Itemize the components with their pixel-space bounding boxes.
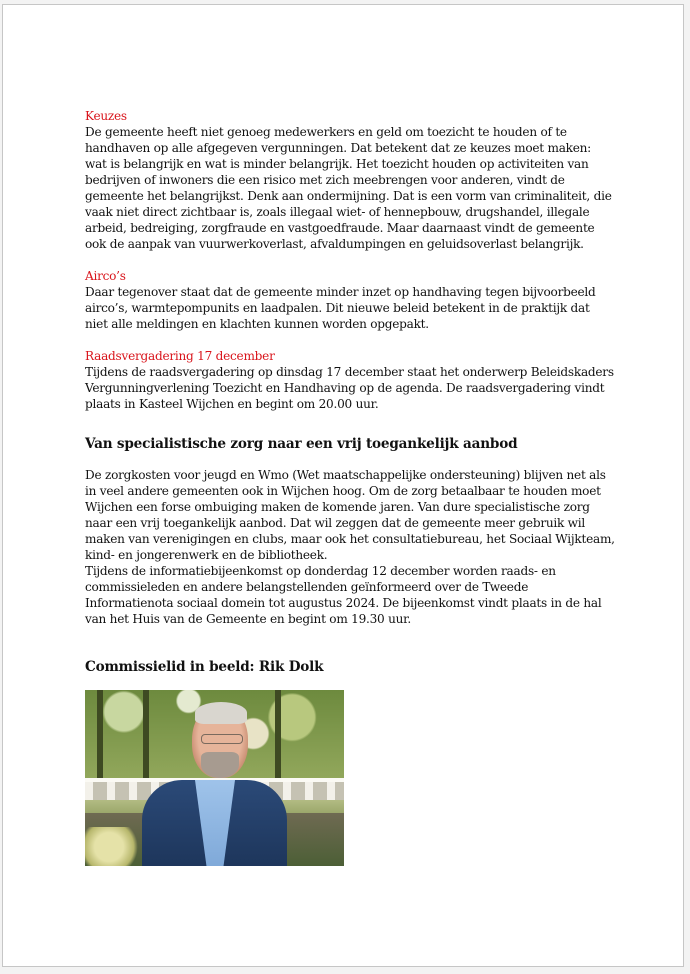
subheading-raadsvergadering: Raadsvergadering 17 december	[85, 349, 275, 363]
heading-specialistische-zorg: Van specialistische zorg naar een vrij toegankelijk aanbod	[85, 436, 518, 452]
heading-commissielid: Commissielid in beeld: Rik Dolk	[85, 659, 324, 675]
section-raadsvergadering	[85, 348, 615, 412]
paragraph-zorgkosten: De zorgkosten voor jeugd en Wmo (Wet maatschappelijke ondersteuning) blijven net als in veel andere gemeenten ook in Wijchen hoog. Om de zorg betaalbaar te houden moet Wijchen een forse ombuiging maken de komende jaren. Van dure specialistische zorg naar een vrij toegankelijk aanbod. Dat wil zeggen dat de gemeente meer gebruik wil maken van verenigingen en clubs, maar ook het consultatiebureau, het Sociaal Wijkteam, kind- en jongerenwerk en de bibliotheek.	[85, 468, 615, 562]
paragraph-informatiebijeenkomst: Tijdens de informatiebijeenkomst op donderdag 12 december worden raads- en commissieleden en andere belangstellenden geïnformeerd over de Tweede Informatienota sociaal domein tot augustus 2024. De bijeenkomst vindt plaats in de hal van het Huis van de Gemeente en begint om 19.30 uur.	[85, 564, 602, 626]
page-content	[85, 108, 615, 866]
subheading-aircos: Airco’s	[85, 269, 126, 283]
photo-hair	[195, 702, 247, 724]
section-keuzes	[85, 108, 615, 252]
photo-bush	[85, 827, 145, 866]
portrait-photo	[85, 690, 344, 866]
photo-beard	[201, 752, 239, 778]
document-page	[2, 4, 684, 967]
paragraph-raadsvergadering: Tijdens de raadsvergadering op dinsdag 17 december staat het onderwerp Beleidskaders Vergunningverlening Toezicht en Handhaving op de agenda. De raadsvergadering vindt plaats in Kasteel Wijchen en begint om 20.00 uur.	[85, 365, 614, 411]
paragraph-aircos: Daar tegenover staat dat de gemeente minder inzet op handhaving tegen bijvoorbeeld airco’s, warmtepompunits en laadpalen. Dit nieuwe beleid betekent in de praktijk dat niet alle meldingen en klachten kunnen worden opgepakt.	[85, 285, 596, 331]
subheading-keuzes: Keuzes	[85, 109, 127, 123]
section-aircos	[85, 268, 615, 332]
photo-glasses	[201, 734, 243, 744]
paragraph-keuzes: De gemeente heeft niet genoeg medewerkers en geld om toezicht te houden of te handhaven op alle afgegeven vergunningen. Dat betekent dat ze keuzes moet maken: wat is belangrijk en wat is minder belangrijk. Het toezicht houden op activiteiten van bedrijven of inwoners die een risico met zich meebrengen voor anderen, vindt de gemeente het belangrijkst. Denk aan ondermijning. Dat is een vorm van criminaliteit, die vaak niet direct zichtbaar is, zoals illegaal wiet- of hennepbouw, drugshandel, illegale arbeid, bedreiging, zorgfraude en vastgoedfraude. Maar daarnaast vindt de gemeente ook de aanpak van vuurwerkoverlast, afvaldumpingen en geluidsoverlast belangrijk.	[85, 125, 612, 251]
